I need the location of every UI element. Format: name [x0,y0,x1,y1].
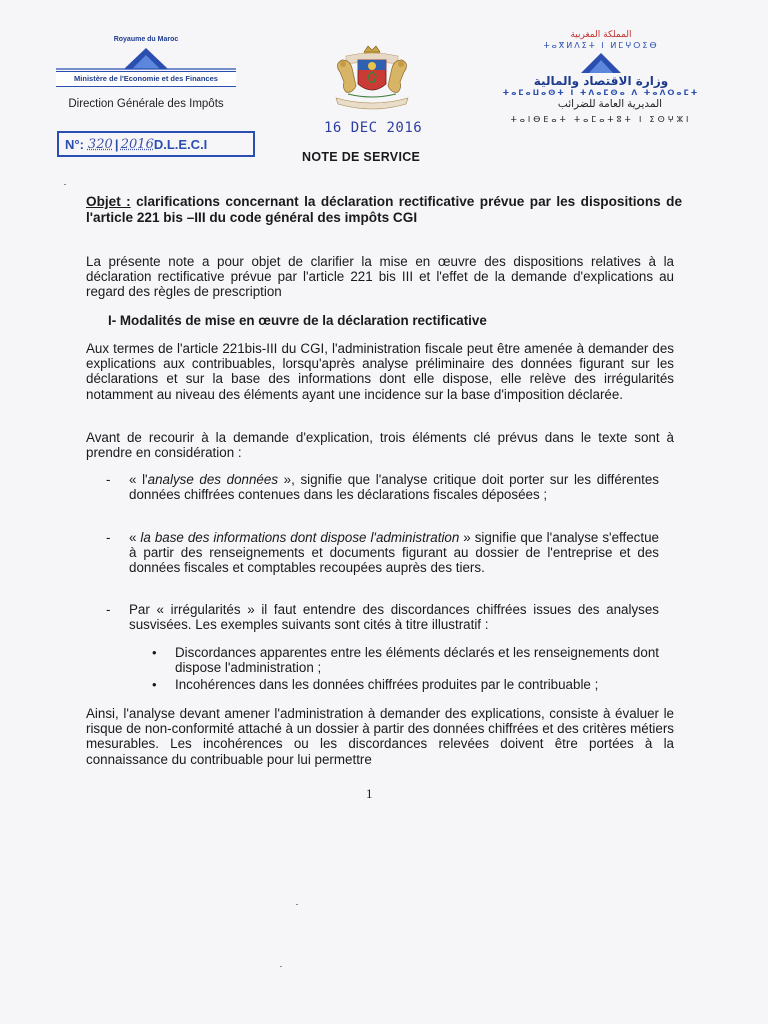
document-title: NOTE DE SERVICE [302,150,421,164]
bullet-marker: • [152,645,157,660]
ministry-logo-icon [56,43,236,73]
page-number: 1 [366,786,373,801]
reference-number-box: N°: 320 | 2016 D.L.E.C.I [57,131,255,157]
subject-line [86,194,682,225]
scan-speck [64,184,66,185]
dash-marker: - [106,530,111,545]
b1-rest: », signifie que l'analyse critique doit porter sur les différentes données chiffrées contenues dans les déclarations fiscales déposées ; [129,472,659,503]
ref-suffix: D.L.E.C.I [153,136,208,152]
subject-label: Objet : [86,194,131,209]
dash-marker: - [106,602,111,617]
tifinagh-kingdom-label: ⵜⴰⴳⵍⴷⵉⵜ ⵏ ⵍⵎⵖⵔⵉⴱ [543,41,659,50]
arabic-kingdom-label: المملكة المغربية [570,30,632,40]
paragraph-article: Aux termes de l'article 221bis-III du CGI, l'administration fiscale peut être amenée à demander des explications aux contribuables, lorsqu'après analyse préliminaire des données figurant sur les déclarations et sur la base des informations dont elle dispose, elle relève des irrégularités notamment au niveau des éléments ayant une incidence sur la base d'imposition déclarée. [86,341,674,402]
received-date-stamp: 16 DEC 2016 [324,120,423,136]
ministry-header-left [56,36,236,83]
b1-emphasis: analyse des données [147,472,279,487]
b1-open: « l' [129,472,148,487]
scan-speck [280,966,282,967]
list-item-analyse [129,472,659,502]
section-heading: I- Modalités de mise en œuvre de la déclaration rectificative [108,313,487,328]
subject-text: clarifications concernant la déclaration rectificative prévue par les dispositions de l'article 221 bis –III du code général des impôts CGI [86,194,683,225]
ref-prefix: N°: [65,136,84,152]
arabic-ministry-label: وزارة الاقتصاد والمالية [533,74,669,88]
coat-of-arms-icon [318,42,426,118]
arabic-dg-label: المديرية العامة للضرائب [557,98,663,110]
ministere-label: Ministère de l'Economie et des Finances [56,71,236,87]
scan-speck [296,904,298,905]
ref-number: 320 [87,136,113,152]
b2-emphasis: la base des informations dont dispose l'administration [140,530,460,545]
paragraph-conclusion: Ainsi, l'analyse devant amener l'administration à demander des explications, consiste à évaluer le risque de non-conformité attaché à un dossier à partir des données chiffrées et des critères métiers mesurables. Les incohérences ou les discordances relevées doivent être portées à la connaissance du contribuable pour lui permettre [86,706,674,767]
b2-rest: » signifie que l'analyse s'effectue à partir des renseignements et documents figurant au dossier de l'entreprise et des données fiscales et comptables recoupées auprès des tiers. [129,530,659,576]
royal-emblem [318,42,426,118]
ministry-logo-icon-right [571,52,631,74]
ministry-logo [56,43,236,83]
ref-year: 2016 [120,136,154,152]
list-item-irregularites: Par « irrégularités » il faut entendre des discordances chiffrées issues des analyses susvisées. Les exemples suivants sont cités à titre illustratif : [129,602,659,633]
royaume-label: Royaume du Maroc [113,36,179,43]
sub-item-incoherences: Incohérences dans les données chiffrées produites par le contribuable ; [175,677,599,692]
bullet-marker: • [152,677,157,692]
direction-label: Direction Générale des Impôts [68,98,224,110]
paragraph-elements: Avant de recourir à la demande d'explication, trois éléments clé prévus dans le texte sont à prendre en considération : [86,430,674,461]
intro-paragraph: La présente note a pour objet de clarifier la mise en œuvre des dispositions relatives à la déclaration rectificative prévue par l'article 221 bis III et l'effet de la demande d'explications au regard des règles de prescription [86,254,674,300]
b2-open: « [129,530,141,545]
list-item-informations [129,530,659,576]
tifinagh-ministry-label: ⵜⴰⵎⴰⵡⴰⵙⵜ ⵏ ⵜⴷⴰⵎⵙⴰ ⴷ ⵜⴰⴷⵔⴰⵎⵜ [502,88,700,97]
ministry-header-right [486,30,716,97]
dash-marker: - [106,472,111,487]
tifinagh-dg-label: ⵜⴰⵏⴱⴹⴰⵜ ⵜⴰⵎⴰⵜⵓⵜ ⵏ ⵉⵙⵖⵣⵏ [510,115,692,124]
sub-item-discordances: Discordances apparentes entre les éléments déclarés et les renseignements dont dispose l'administration ; [175,645,659,676]
